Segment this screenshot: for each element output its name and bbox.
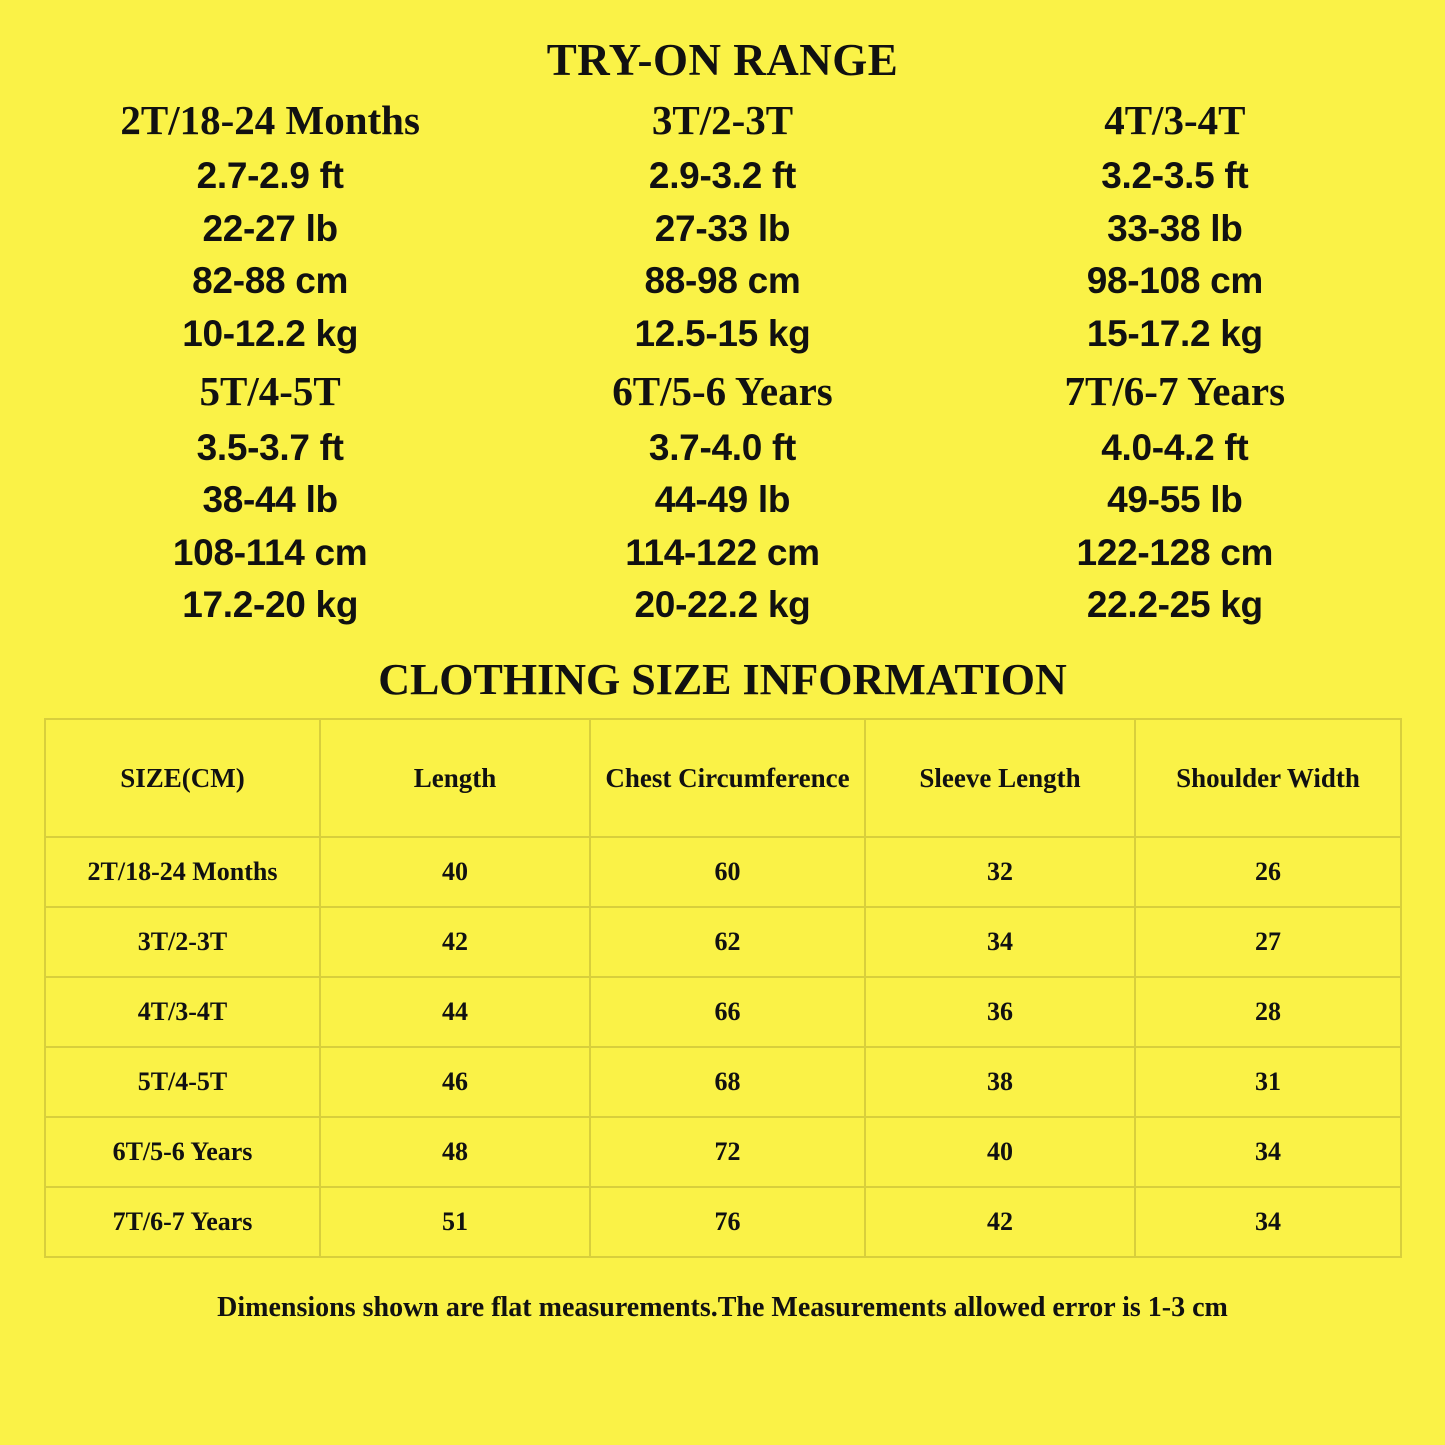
- tryon-weight-kg: 12.5-15 kg: [634, 312, 811, 354]
- cell-sleeve: 36: [865, 977, 1135, 1047]
- clothing-size-table: [44, 718, 1402, 1258]
- tryon-size-label-4t: 4T/3-4T: [1104, 97, 1246, 143]
- table-row: [45, 977, 1401, 1047]
- cell-length: 51: [320, 1187, 590, 1257]
- measurement-footnote: Dimensions shown are flat measurements.The Measurements allowed error is 1-3 cm: [217, 1291, 1228, 1323]
- clothing-section-title: CLOTHING SIZE INFORMATION: [378, 654, 1067, 704]
- tryon-measures-2t: [44, 150, 496, 360]
- cell-sleeve: 32: [865, 837, 1135, 907]
- cell-length: 44: [320, 977, 590, 1047]
- column-header-shoulder-width: Shoulder Width: [1135, 719, 1401, 837]
- cell-size: 2T/18-24 Months: [45, 837, 320, 907]
- tryon-size-label-7t: 7T/6-7 Years: [1064, 368, 1286, 415]
- cell-chest: 68: [590, 1047, 865, 1117]
- cell-shoulder: 31: [1135, 1047, 1401, 1117]
- cell-size: 6T/5-6 Years: [45, 1117, 320, 1187]
- column-header-size: SIZE(CM): [45, 719, 320, 837]
- tryon-weight-kg: 15-17.2 kg: [1086, 312, 1263, 354]
- cell-size: 7T/6-7 Years: [45, 1187, 320, 1257]
- tryon-weight-kg: 22.2-25 kg: [1086, 584, 1263, 626]
- column-header-chest-circumference: Chest Circumference: [590, 719, 865, 837]
- cell-shoulder: 26: [1135, 837, 1401, 907]
- tryon-weight-lb: 33-38 lb: [1107, 207, 1243, 249]
- tryon-weight-kg: 10-12.2 kg: [182, 312, 359, 354]
- tryon-weight-kg: 17.2-20 kg: [182, 584, 359, 626]
- tryon-height-ft: 3.2-3.5 ft: [1101, 155, 1249, 197]
- tryon-height-ft: 4.0-4.2 ft: [1101, 426, 1249, 468]
- table-row: [45, 837, 1401, 907]
- cell-chest: 72: [590, 1117, 865, 1187]
- cell-length: 40: [320, 837, 590, 907]
- cell-shoulder: 34: [1135, 1187, 1401, 1257]
- tryon-height-cm: 88-98 cm: [644, 260, 801, 302]
- tryon-weight-lb: 44-49 lb: [654, 479, 791, 521]
- cell-length: 48: [320, 1117, 590, 1187]
- tryon-measures-6t: [496, 422, 948, 632]
- column-header-sleeve-length: Sleeve Length: [865, 719, 1135, 837]
- cell-chest: 62: [590, 907, 865, 977]
- tryon-size-label-5t: 5T/4-5T: [199, 368, 341, 415]
- cell-shoulder: 28: [1135, 977, 1401, 1047]
- tryon-height-cm: 98-108 cm: [1086, 260, 1263, 302]
- cell-length: 42: [320, 907, 590, 977]
- table-row: [45, 1117, 1401, 1187]
- cell-size: 3T/2-3T: [45, 907, 320, 977]
- cell-sleeve: 42: [865, 1187, 1135, 1257]
- tryon-size-label-6t: 6T/5-6 Years: [612, 368, 833, 415]
- table-row: [45, 1047, 1401, 1117]
- tryon-range-grid: [44, 89, 1401, 632]
- cell-chest: 66: [590, 977, 865, 1047]
- tryon-height-cm: 114-122 cm: [625, 531, 820, 573]
- tryon-weight-lb: 38-44 lb: [202, 479, 338, 521]
- tryon-height-ft: 2.9-3.2 ft: [648, 155, 797, 197]
- cell-shoulder: 27: [1135, 907, 1401, 977]
- tryon-weight-lb: 22-27 lb: [202, 207, 338, 249]
- cell-chest: 76: [590, 1187, 865, 1257]
- tryon-measures-4t: [949, 150, 1401, 360]
- tryon-height-cm: 122-128 cm: [1076, 531, 1274, 573]
- tryon-weight-kg: 20-22.2 kg: [634, 584, 811, 626]
- tryon-height-cm: 108-114 cm: [172, 531, 368, 573]
- tryon-measures-7t: [949, 422, 1401, 632]
- table-row: [45, 1187, 1401, 1257]
- cell-chest: 60: [590, 837, 865, 907]
- tryon-height-ft: 3.7-4.0 ft: [648, 426, 797, 468]
- cell-sleeve: 34: [865, 907, 1135, 977]
- tryon-size-label-3t: 3T/2-3T: [651, 97, 794, 143]
- page-title: TRY-ON RANGE: [546, 35, 899, 85]
- cell-size: 4T/3-4T: [45, 977, 320, 1047]
- tryon-height-ft: 3.5-3.7 ft: [196, 426, 344, 468]
- cell-sleeve: 38: [865, 1047, 1135, 1117]
- tryon-measures-3t: [496, 150, 948, 360]
- tryon-height-ft: 2.7-2.9 ft: [196, 155, 344, 197]
- cell-length: 46: [320, 1047, 590, 1117]
- cell-size: 5T/4-5T: [45, 1047, 320, 1117]
- tryon-height-cm: 82-88 cm: [192, 260, 349, 302]
- tryon-weight-lb: 27-33 lb: [654, 207, 791, 249]
- cell-sleeve: 40: [865, 1117, 1135, 1187]
- table-row: [45, 907, 1401, 977]
- cell-shoulder: 34: [1135, 1117, 1401, 1187]
- tryon-measures-5t: [44, 422, 496, 632]
- tryon-weight-lb: 49-55 lb: [1107, 479, 1243, 521]
- table-header-row: [45, 719, 1401, 837]
- column-header-length: Length: [320, 719, 590, 837]
- tryon-size-label-2t: 2T/18-24 Months: [120, 97, 420, 143]
